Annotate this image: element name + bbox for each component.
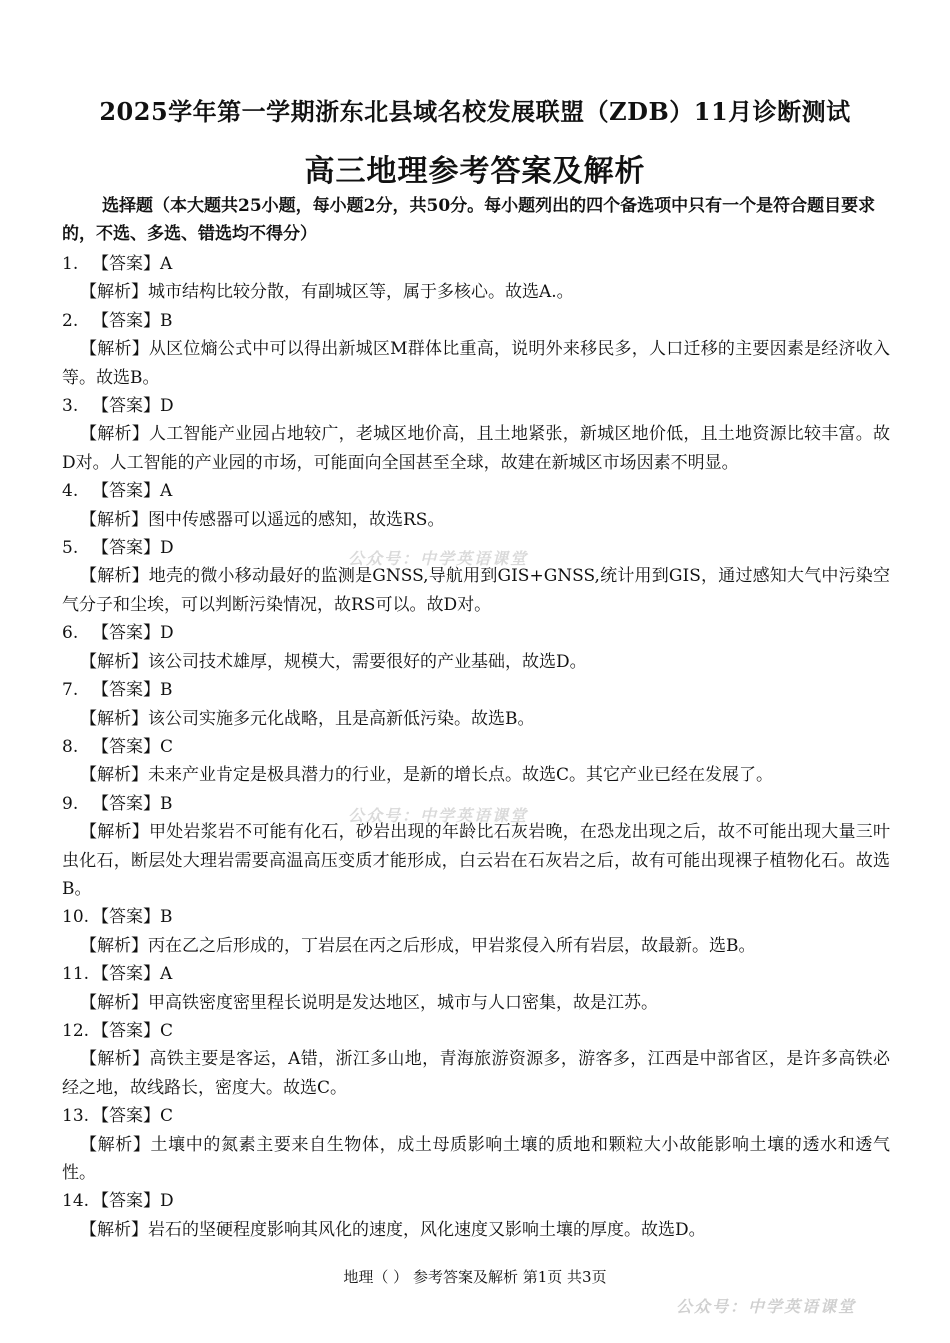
- question-number: 8.: [62, 736, 79, 757]
- answer-text: 【答案】D: [92, 538, 174, 559]
- list-item: [62, 307, 890, 392]
- question-number: 13.: [62, 1106, 90, 1127]
- answer-list: [62, 250, 890, 1244]
- list-item: [62, 619, 890, 676]
- answer-text: 【答案】A: [92, 481, 173, 502]
- list-item: [62, 733, 890, 790]
- answer-text: 【答案】B: [92, 310, 173, 331]
- watermark: 公众号：中学英语课堂: [348, 806, 529, 825]
- list-item: [62, 676, 890, 733]
- analysis-text: 【解析】图中传感器可以遥远的感知，故选RS。: [80, 509, 445, 530]
- list-item: [62, 477, 890, 534]
- watermark: 公众号：中学英语课堂: [348, 549, 529, 568]
- document-subtitle: 高三地理参考答案及解析: [304, 154, 646, 189]
- analysis-text: 【解析】土壤中的氮素主要来自生物体，成土母质影响土壤的质地和颗粒大小故能影响土壤的透水和透气性。: [62, 1134, 890, 1183]
- analysis-text: 【解析】地壳的微小移动最好的监测是GNSS,导航用到GIS+GNSS,统计用到GIS，通过感知大气中污染空气分子和尘埃，可以判断污染情况，故RS可以。故D对。: [62, 566, 890, 615]
- analysis-text: 【解析】从区位熵公式中可以得出新城区M群体比重高，说明外来移民多，人口迁移的主要因素是经济收入等。故选B。: [62, 339, 890, 388]
- question-number: 9.: [62, 793, 79, 814]
- answer-text: 【答案】C: [92, 736, 174, 757]
- question-number: 2.: [62, 310, 79, 331]
- analysis-text: 【解析】甲处岩浆岩不可能有化石，砂岩出现的年龄比石灰岩晚，在恐龙出现之后，故不可能出现大量三叶虫化石，断层处大理岩需要高温高压变质才能形成，白云岩在石灰岩之后，故有可能出现裸子植物化石。故选B。: [62, 822, 890, 899]
- question-number: 1.: [62, 254, 79, 274]
- answer-text: 【答案】D: [92, 1191, 174, 1212]
- answer-text: 【答案】C: [92, 1106, 174, 1127]
- question-number: 14.: [62, 1191, 90, 1212]
- analysis-text: 【解析】丙在乙之后形成的，丁岩层在丙之后形成，甲岩浆侵入所有岩层，故最新。选B。: [80, 935, 756, 956]
- analysis-text: 【解析】甲高铁密度密里程长说明是发达地区，城市与人口密集，故是江苏。: [80, 992, 658, 1013]
- answer-text: 【答案】A: [92, 964, 173, 985]
- question-number: 3.: [62, 396, 79, 417]
- list-item: [62, 1187, 890, 1244]
- analysis-text: 【解析】岩石的坚硬程度影响其风化的速度，风化速度又影响土壤的厚度。故选D。: [80, 1219, 706, 1240]
- question-number: 5.: [62, 538, 79, 559]
- answer-text: 【答案】D: [92, 623, 174, 644]
- answer-text: 【答案】B: [92, 680, 173, 701]
- list-item: [62, 250, 890, 307]
- question-number: 4.: [62, 481, 79, 502]
- answer-text: 【答案】A: [92, 254, 173, 274]
- question-number: 12.: [62, 1020, 90, 1041]
- analysis-text: 【解析】该公司实施多元化战略，且是高新低污染。故选B。: [80, 708, 535, 729]
- answer-text: 【答案】B: [92, 907, 173, 928]
- list-item: [62, 960, 890, 1017]
- analysis-text: 【解析】城市结构比较分散，有副城区等，属于多核心。故选A.。: [80, 282, 574, 303]
- answer-text: 【答案】B: [92, 793, 173, 814]
- question-number: 11.: [62, 964, 90, 985]
- analysis-text: 【解析】人工智能产业园占地较广，老城区地价高，且土地紧张，新城区地价低，且土地资源比较丰富。故D对。人工智能的产业园的市场，可能面向全国甚至全球，故建在新城区市场因素不明显。: [62, 424, 890, 473]
- analysis-text: 【解析】未来产业肯定是极具潜力的行业，是新的增长点。故选C。其它产业已经在发展了。: [80, 765, 774, 786]
- question-number: 6.: [62, 623, 79, 644]
- watermark: 公众号：中学英语课堂: [676, 1297, 857, 1316]
- section-intro: 选择题（本大题共25小题，每小题2分，共50分。每小题列出的四个备选项中只有一个是符合题目要求的，不选、多选、错选均不得分）: [62, 196, 876, 244]
- list-item: [62, 392, 890, 477]
- answer-text: 【答案】C: [92, 1020, 174, 1041]
- document-title: 2025学年第一学期浙东北县域名校发展联盟（ZDB）11月诊断测试: [99, 97, 851, 126]
- list-item: [62, 903, 890, 960]
- question-number: 10.: [62, 907, 90, 928]
- analysis-text: 【解析】高铁主要是客运，A错，浙江多山地，青海旅游资源多，游客多，江西是中部省区，是许多高铁必经之地，故线路长，密度大。故选C。: [62, 1049, 890, 1098]
- question-number: 7.: [62, 680, 79, 701]
- list-item: [62, 1017, 890, 1102]
- analysis-text: 【解析】该公司技术雄厚，规模大，需要很好的产业基础，故选D。: [80, 651, 587, 672]
- list-item: [62, 1102, 890, 1187]
- page-footer: 地理（ ） 参考答案及解析 第1页 共3页: [343, 1268, 607, 1286]
- answer-text: 【答案】D: [92, 396, 174, 417]
